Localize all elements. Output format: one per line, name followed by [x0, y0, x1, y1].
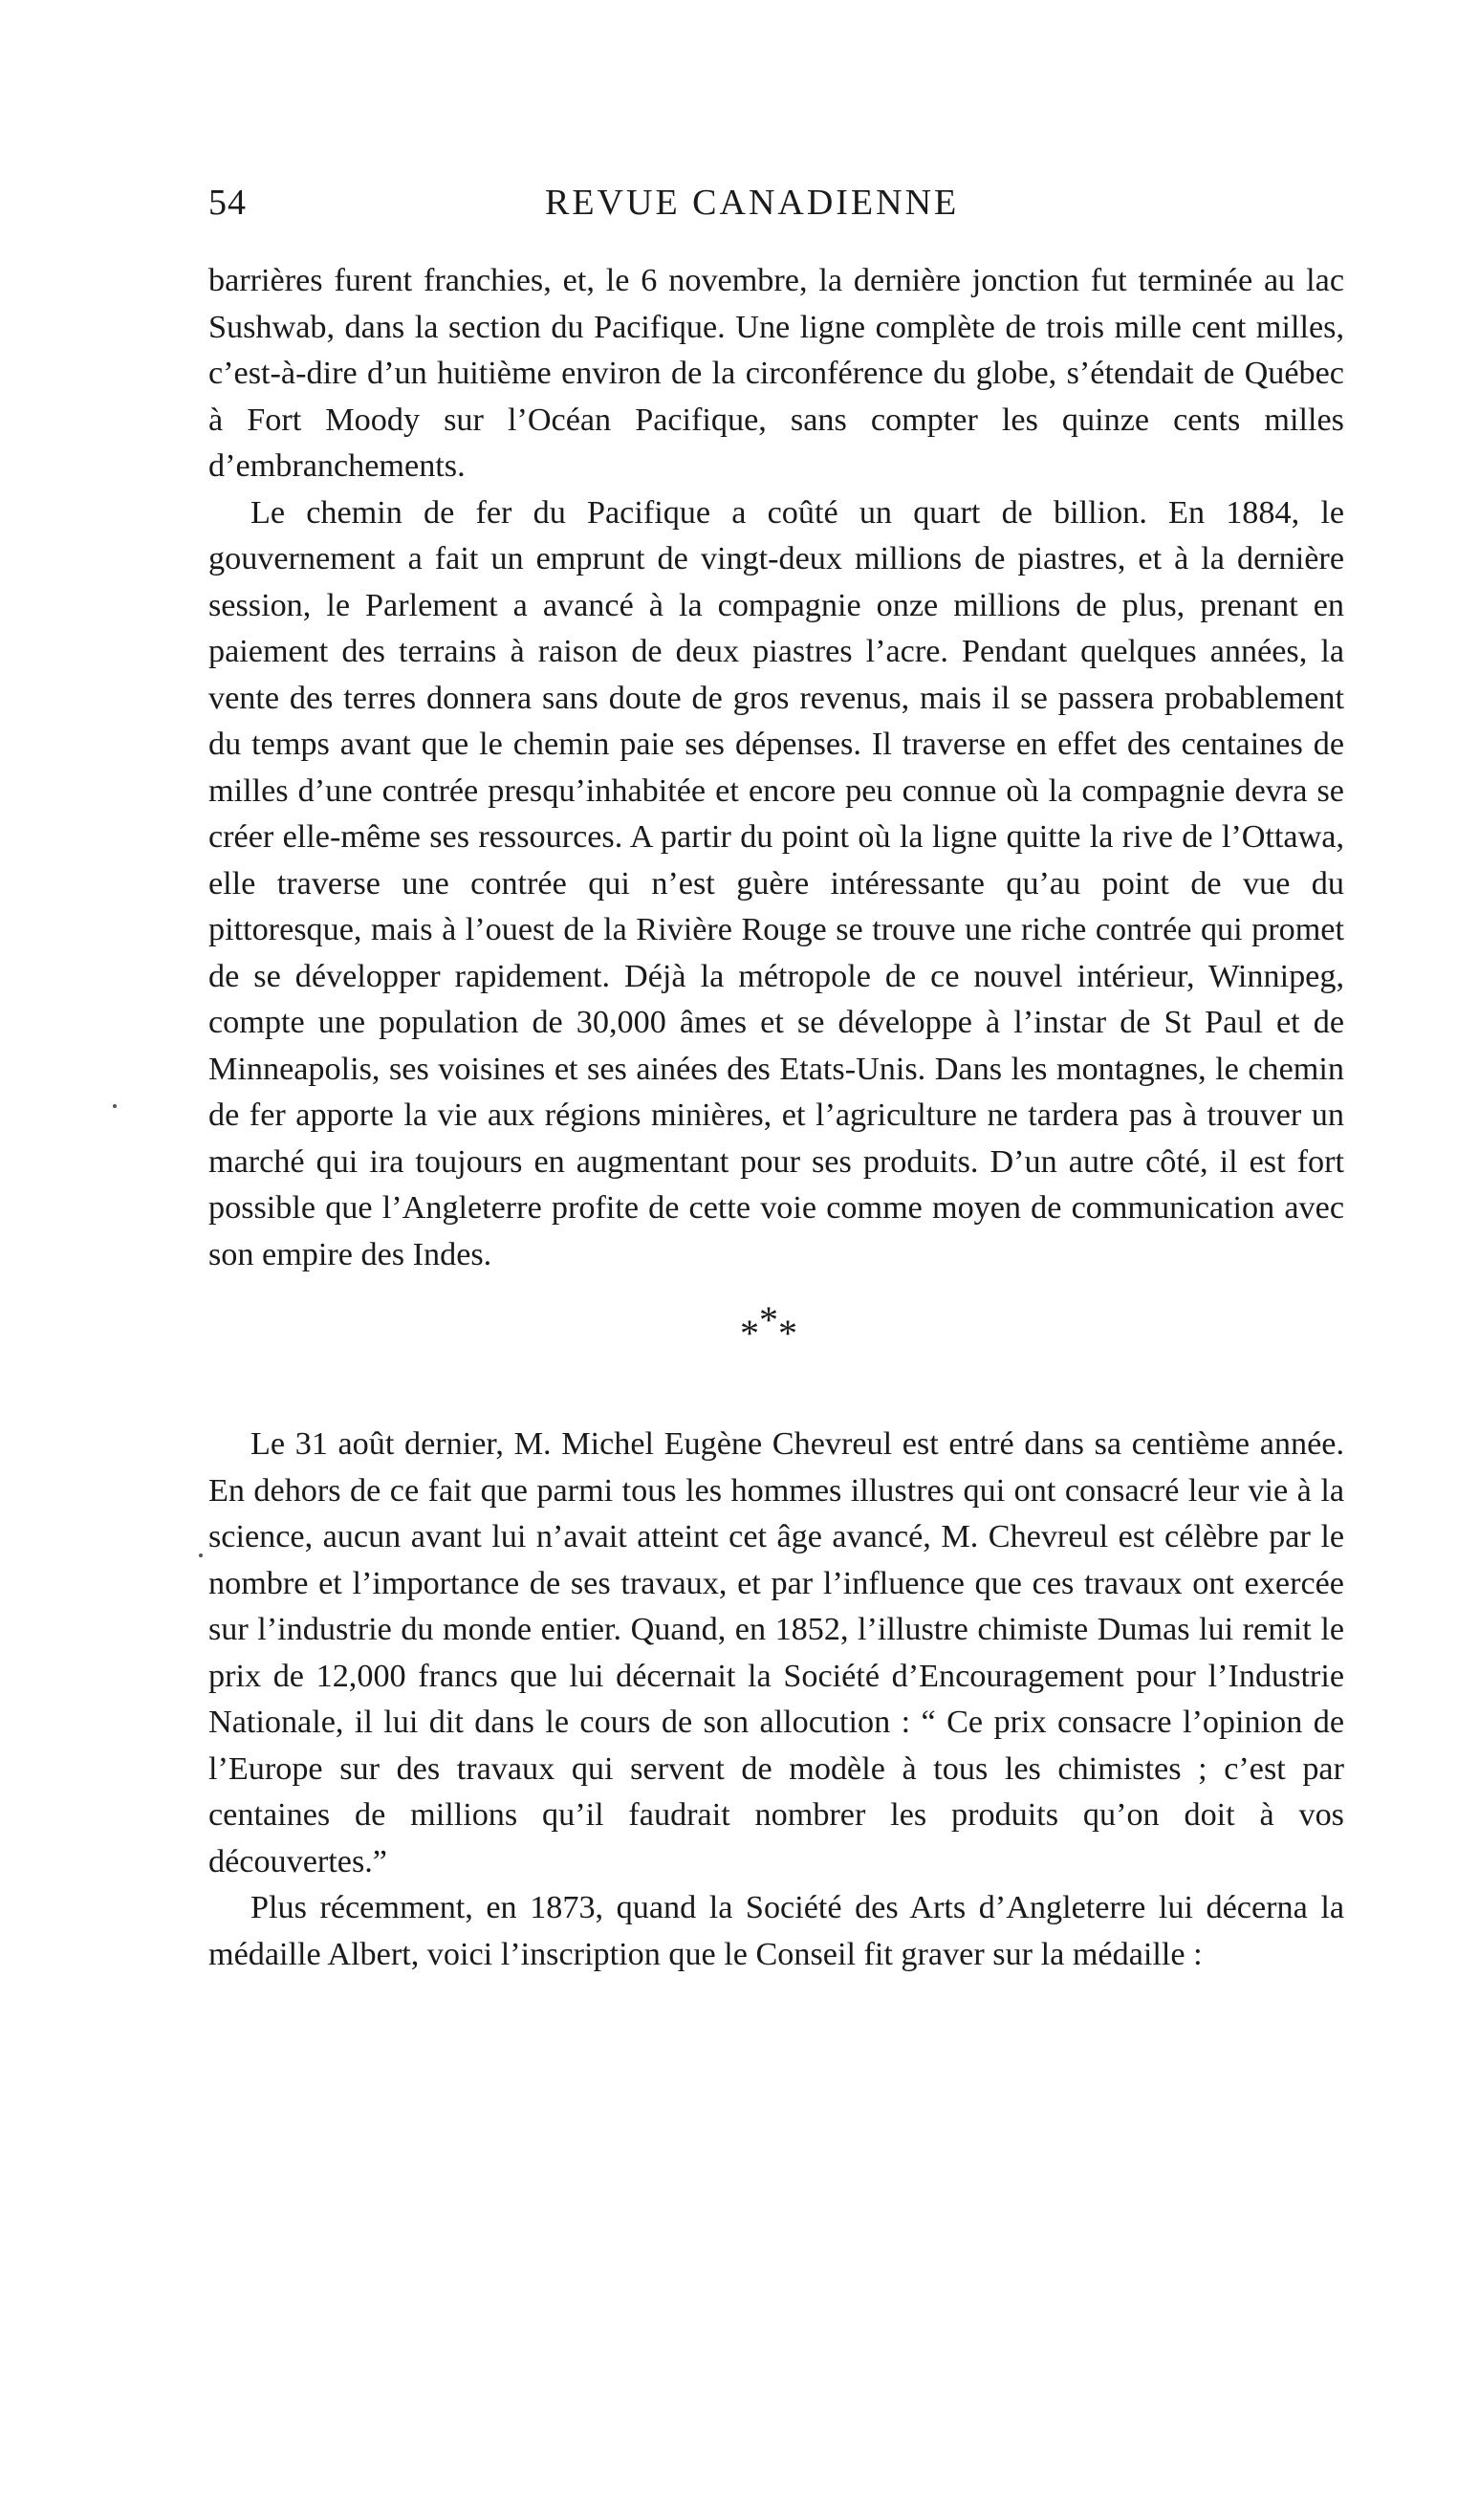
asterism-right-star: *	[778, 1312, 797, 1355]
running-title: REVUE CANADIENNE	[545, 183, 960, 223]
paragraph-albert-medal: Plus récemment, en 1873, quand la Société des Arts d’Angleterre lui décerna la médaille Albert, voici l’inscription que le Conseil fit graver sur la médaille :	[208, 1890, 1344, 1972]
stray-mark	[199, 1553, 203, 1557]
asterism	[740, 1298, 797, 1355]
chevreul-section	[208, 1422, 1344, 1978]
paragraph-chevreul: Le 31 août dernier, M. Michel Eugène Chevreul est entré dans sa centième année. En dehors de ce fait que parmi tous les hommes illustres qui ont consacré leur vie à la science, aucun avant lui n’avait atteint cet âge avancé, M. Chevreul est célèbre par le nombre et l’importance de ses travaux, et par l’influence que ces travaux ont exercée sur l’industrie du monde entier. Quand, en 1852, l’illustre chimiste Dumas lui remit le prix de 12,000 francs que lui décernait la Société d’Encouragement pour l’Industrie Nationale, il lui dit dans le cours de son allocution : “ Ce prix consacre l’opinion de l’Europe sur des travaux qui servent de modèle à tous les chimistes ; c’est par centaines de millions qu’il faudrait nombrer les produits qu’on doit à vos découvertes.”	[208, 1426, 1344, 1879]
asterism-top-star: *	[759, 1298, 778, 1341]
body-text	[208, 258, 1344, 1978]
page-number: 54	[208, 183, 247, 223]
asterism-left-star: *	[740, 1312, 759, 1355]
paragraph-pacific-railway-cost: Le chemin de fer du Pacifique a coûté un quart de billion. En 1884, le gouvernement a fait un emprunt de vingt-deux millions de piastres, et à la dernière session, le Parlement a avancé à la compagnie onze millions de plus, prenant en paiement des terrains à raison de deux piastres l’acre. Pendant quelques années, la vente des terres donnera sans doute de gros revenus, mais il se passera probablement du temps avant que le chemin paie ses dépenses. Il traverse en effet des centaines de milles d’une contrée presqu’inhabitée et encore peu connue où la compagnie devra se créer elle-même ses ressources. A partir du point où la ligne quitte la rive de l’Ottawa, elle traverse une contrée qui n’est guère intéressante qu’au point de vue du pittoresque, mais à l’ouest de la Rivière Rouge se trouve une riche contrée qui promet de se développer rapidement. Déjà la métropole de ce nouvel intérieur, Winnipeg, compte une population de 30,000 âmes et se développe à l’instar de St Paul et de Minneapolis, ses voisines et ses ainées des Etats-Unis. Dans les montagnes, le chemin de fer apporte la vie aux régions minières, et l’agriculture ne tardera pas à trouver un marché qui ira toujours en augmentant pour ses produits. D’un autre côté, il est fort possible que l’Angleterre profite de cette voie comme moyen de communication avec son empire des Indes.	[208, 494, 1344, 1272]
stray-mark	[113, 1104, 117, 1108]
paragraph-continued: barrières furent franchies, et, le 6 novembre, la dernière jonction fut terminée au lac Sushwab, dans la section du Pacifique. Une ligne complète de trois mille cent milles, c’est-à-dire d’un huitième environ de la circonférence du globe, s’étendait de Québec à Fort Moody sur l’Océan Pacifique, sans compter les quinze cents milles d’embranchements.	[208, 263, 1344, 484]
section-break	[208, 1278, 1344, 1422]
page-header	[208, 182, 1356, 239]
